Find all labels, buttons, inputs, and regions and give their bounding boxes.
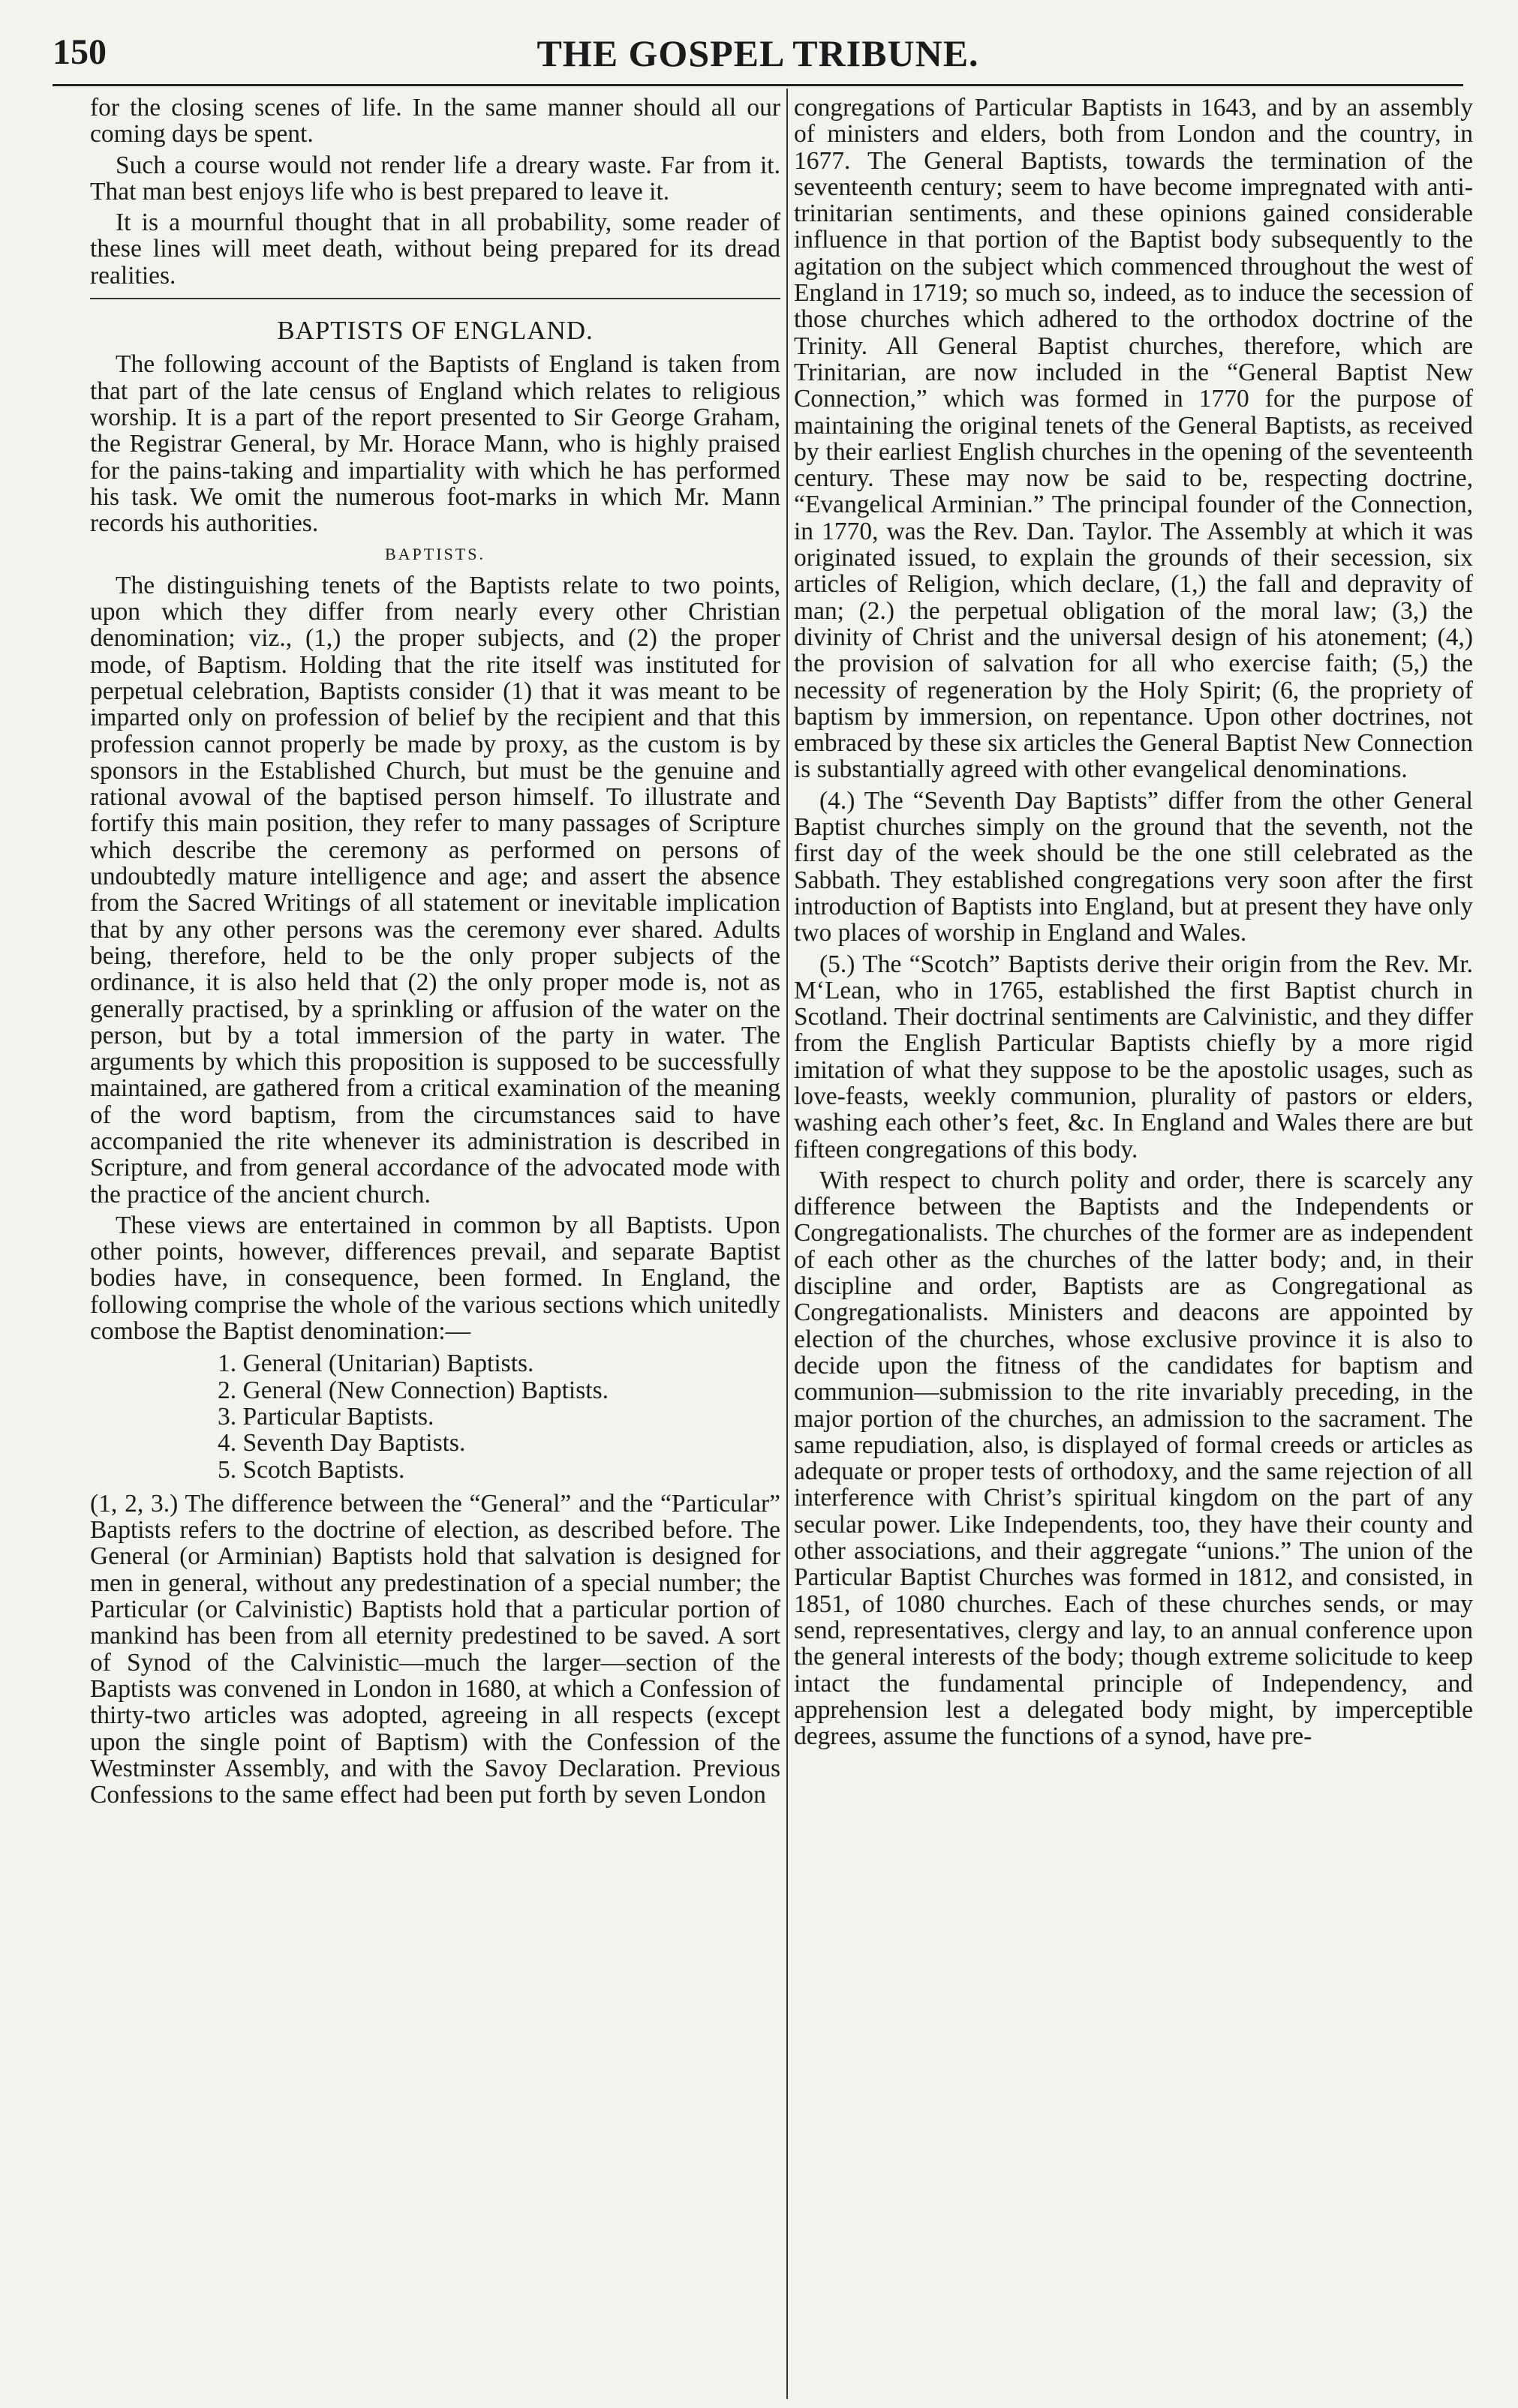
paragraph: (4.) The “Seventh Day Baptists” differ from the other General Baptist churches simply on the ground that the seventh, not the first day of the week should be the one still celebrated as the Sabbath. They established congregations very soon after the first introduction of Baptists into England, but at present they have only two places of worship in England and Wales. [794,786,1473,947]
list-item: 5. Scotch Baptists. [218,1455,405,1484]
paragraph: The distinguishing tenets of the Baptists relate to two points, upon which they differ from nearly every other Christian denomination; viz., (1,) the proper subjects, and (2) the proper mode, of Baptism. Holding that the rite itself was instituted for perpetual celebration, Baptists consider (1) that it was meant to be imparted only on profession of belief by the recipient and that this profession cannot properly be made by proxy, as the custom is by sponsors in the Established Church, but must be the genuine and rational avowal of the baptised person himself. To illustrate and fortify this main position, they refer to many passages of Scripture which describe the ceremony as performed on persons of undoubtedly mature intelligence and age; and assert the absence from the Sacred Writings of all statement or inevitable implication that by any other persons was the ceremony ever shared. Adults being, therefore, held to be the only proper subjects of the ordinance, it is also held that (2) the only proper mode is, not as generally practised, by a sprinkling or affusion of the water on the person, but by a total immersion of the party in water. The arguments by which this proposition is supposed to be successfully maintained, are gathered from a critical examination of the meaning of the word baptism, from the circumstances said to have accompanied the rite whenever its administration is described in Scripture, and from general accordance of the advocated mode with the practice of the ancient church. [90,571,780,1209]
paragraph: congregations of Particular Baptists in 1643, and by an assembly of ministers and elders, both from London and the country, in 1677. The General Baptists, towards the termination of the seventeenth century; seem to have become impregnated with anti-trinitarian sentiments, and these opinions gained considerable influence in that portion of the Baptist body subsequently to the agitation on the subject which commenced throughout the west of England in 1719; so much so, indeed, as to induce the secession of those churches which adhered to the orthodox doctrine of the Trinity. All General Baptist churches, therefore, which are Trinitarian, are now included in the “General Baptist New Connection,” which was formed in 1770 for the purpose of maintaining the original tenets of the General Baptists, as received by their earliest English churches in the opening of the seventeenth century. These may now be said to be, respecting doctrine, “Evangelical Arminian.” The principal founder of the Connection, in 1770, was the Rev. Dan. Taylor. The Assembly at which it was originated issued, to explain the grounds of their secession, six articles of Religion, which declare, (1,) the fall and depravity of man; (2.) the perpetual obligation of the moral law; (3,) the divinity of Christ and the universal design of his atonement; (4,) the provision of salvation for all who exercise faith; (5,) the necessity of regeneration by the Holy Spirit; (6, the propriety of baptism by immersion, on repentance. Upon other doctrines, not embraced by these six articles the General Baptist New Connection is substantially agreed with other evangelical denominations. [794,95,1473,784]
article-heading: BAPTISTS OF ENGLAND. [277,316,594,346]
paragraph: (1, 2, 3.) The difference between the “General” and the “Particular” Baptists refers to the doctrine of election, as described before. The General (or Arminian) Baptists hold that salvation is designed for men in general, without any predestination of a special number; the Particular (or Calvinistic) Baptists hold that a particular portion of mankind has been from all eternity predestined to be saved. A sort of Synod of the Calvinistic—much the larger—section of the Baptists was convened in London in 1680, at which a Confession of thirty-two articles was adopted, agreeing in all respects (except upon the single point of Baptism) with the Confession of the Westminster Assembly, and with the Savoy Declaration. Previous Confessions to the same effect had been put forth by seven London [90,1489,780,1809]
paragraph: It is a mournful thought that in all probability, some reader of these lines will meet death, without being prepared for its dread realities. [90,209,780,290]
paragraph: (5.) The “Scotch” Baptists derive their origin from the Rev. Mr. M‘Lean, who in 1765, established the first Baptist church in Scotland. Their doctrinal sentiments are Calvinistic, and they differ from the English Particular Baptists chiefly by a more rigid imitation of what they suppose to be the apostolic usages, such as love-feasts, weekly communion, plurality of pastors or elders, washing each other’s feet, &c. In England and Wales there are but fifteen congregations of this body. [794,950,1473,1163]
right-column [794,95,1473,2390]
section-rule [90,298,780,299]
paragraph: Such a course would not render life a dreary waste. Far from it. That man best enjoys life who is best prepared to leave it. [90,151,780,206]
column-divider [786,89,788,2399]
paragraph: With respect to church polity and order, there is scarcely any difference between the Baptists and the Independents or Congregationalists. The churches of the former are as independent of each other as the churches of the latter body; and, in their discipline and order, Baptists are as Congregational as Congregationalists. Ministers and deacons are appointed by election of the churches, whose exclusive province it is also to decide upon the fitness of the candidates for baptism and communion—submission to the rite invariably preceding, in the major portion of the churches, an admission to the sacrament. The same repudiation, also, is displayed of formal creeds or articles as adequate or proper tests of orthodoxy, and the same rejection of all interference with Christ’s spiritual kingdom on the part of any secular power. Like Independents, too, they have their county and other associations, and their aggregate “unions.” The union of the Particular Baptist Churches was formed in 1812, and consisted, in 1851, of 1080 churches. Each of these churches sends, or may send, representatives, clergy and lay, to an annual conference upon the general interests of the body; though extreme solicitude to keep intact the fundamental principle of Independency, and apprehension lest a delegated body might, by imperceptible degrees, assume the functions of a synod, have pre- [794,1166,1473,1751]
list-item: 3. Particular Baptists. [218,1402,434,1431]
denomination-list [90,1350,780,1482]
paragraph: for the closing scenes of life. In the same manner should all our coming days be spent. [90,95,780,149]
header-rule [53,84,1463,86]
paragraph: The following account of the Baptists of England is taken from that part of the late census of England which relates to religious worship. It is a part of the report presented to Sir George Graham, the Registrar General, by Mr. Horace Mann, who is highly praised for the pains-taking and impartiality with which he has performed his task. We omit the numerous foot-marks in which Mr. Mann records his authorities. [90,350,780,538]
page-header [53,27,1463,80]
page-number: 150 [53,32,107,72]
section-subheading: BAPTISTS. [385,545,485,564]
list-item: 2. General (New Connection) Baptists. [218,1376,609,1404]
list-item: 1. General (Unitarian) Baptists. [218,1350,534,1378]
paragraph: These views are entertained in common by all Baptists. Upon other points, however, differences prevail, and separate Baptist bodies have, in consequence, been formed. In England, the following comprise the whole of the various sections which unitedly combose the Baptist denomination:— [90,1211,780,1346]
left-column [90,95,780,2390]
journal-title: THE GOSPEL TRIBUNE. [537,32,979,74]
list-item: 4. Seventh Day Baptists. [218,1429,466,1458]
